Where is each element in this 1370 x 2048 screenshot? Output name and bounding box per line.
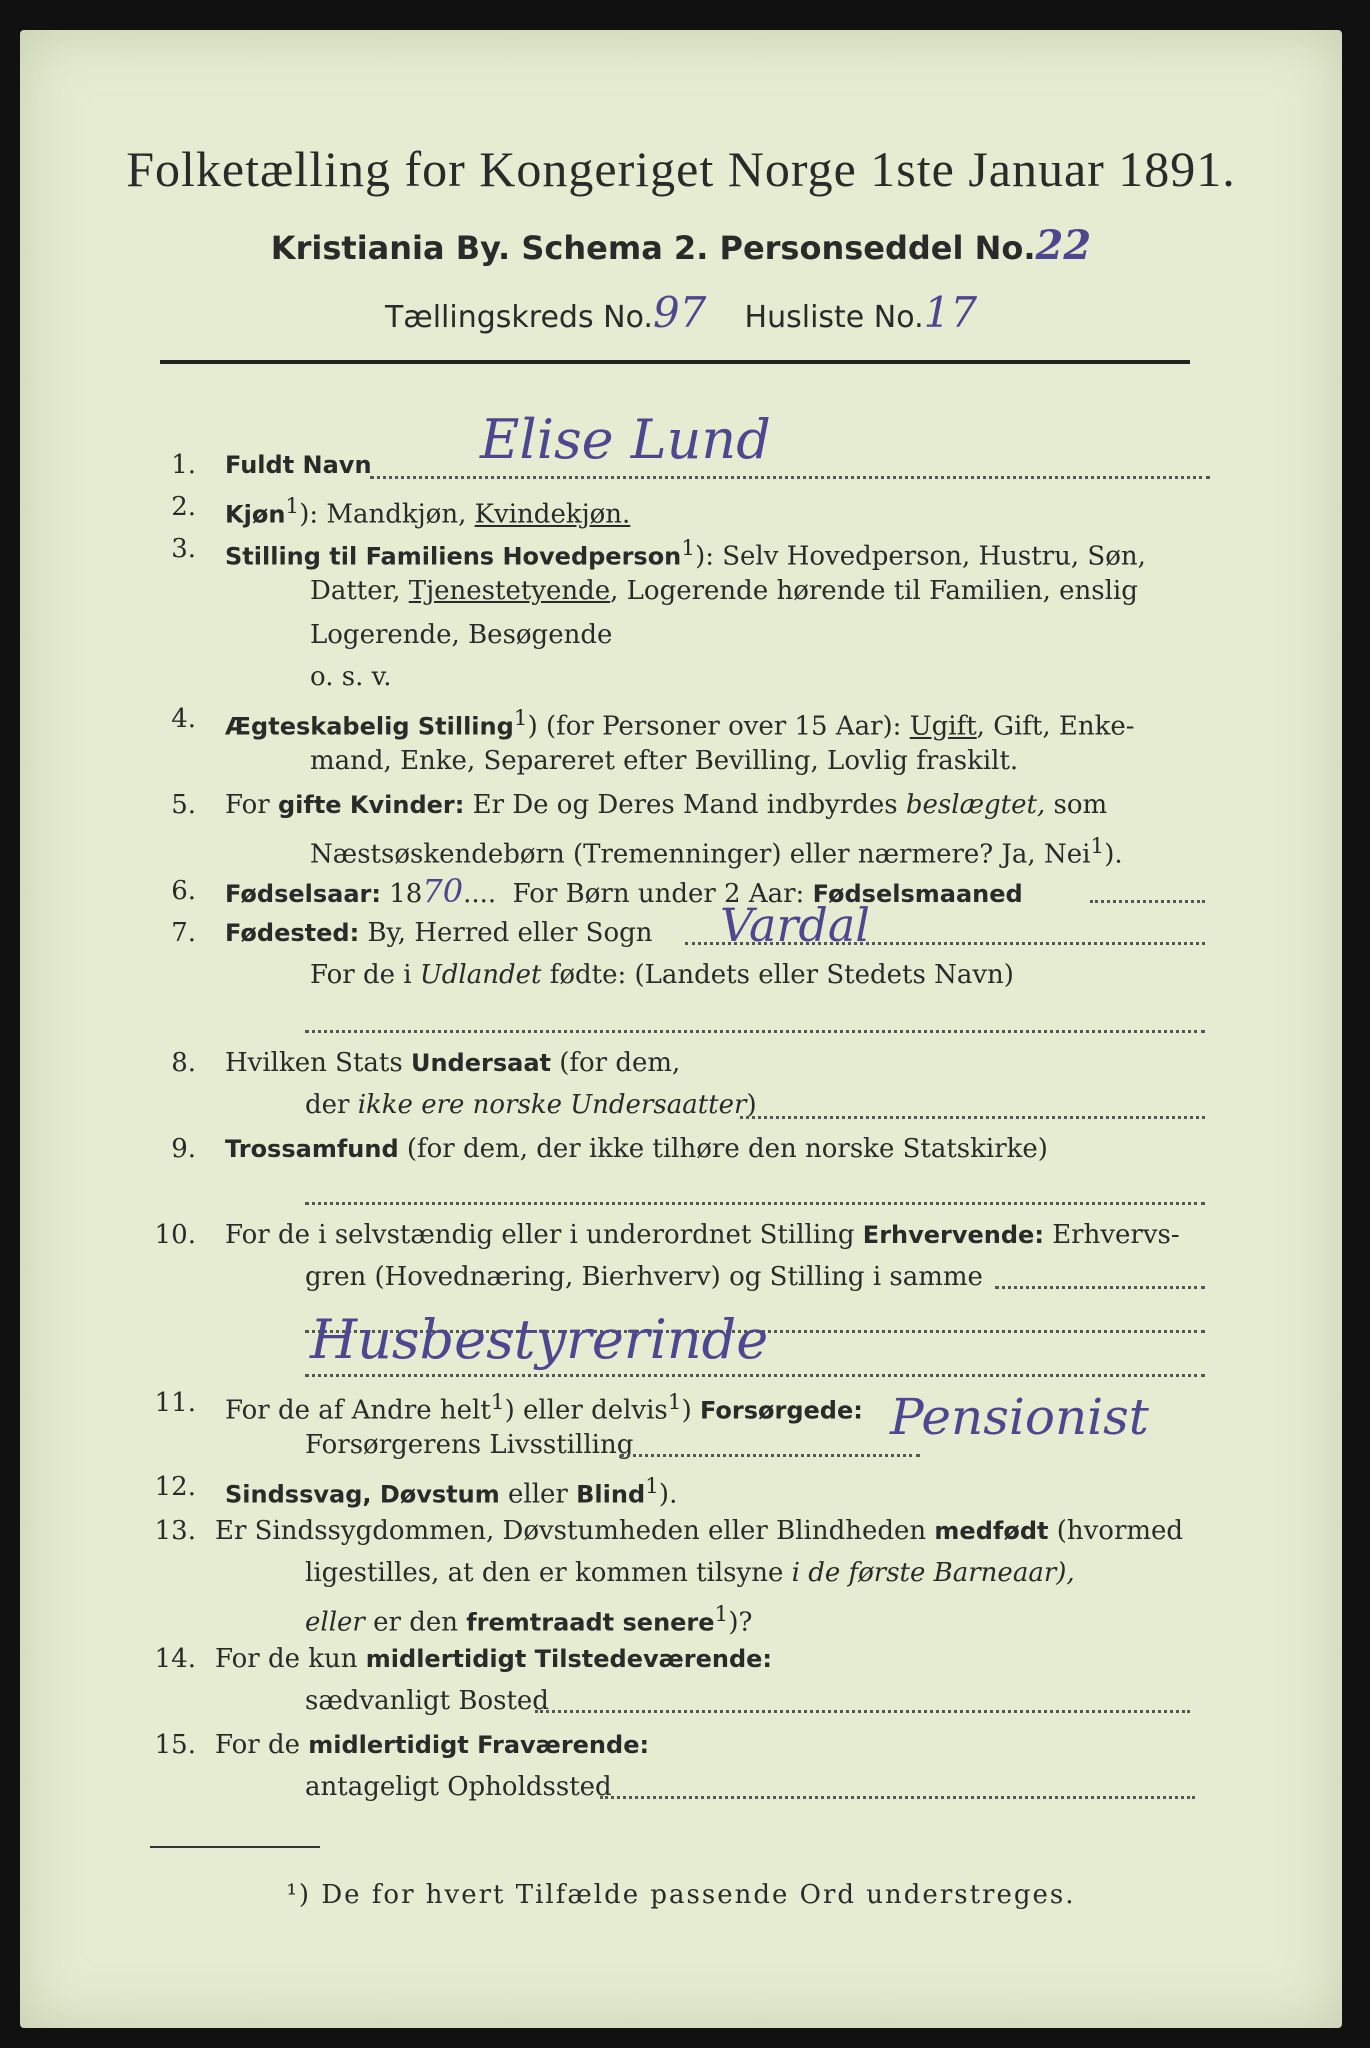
q10-number: 10. [154,1220,196,1250]
q4-number: 4. [171,704,196,734]
q1-answer-name: Elise Lund [480,408,771,471]
q6-answer-year: 70 [422,872,464,910]
q10-dotted-line [995,1286,1205,1289]
q11-dotted-line [620,1454,920,1457]
q3-selected-tjenestetyende: Tjenestetyende [408,576,611,606]
q3-line-3: Logerende, Besøgende [310,620,613,650]
q15-line-1: For de midlertidigt Fraværende: [215,1730,650,1760]
q8-dotted-line [740,1116,1205,1119]
q5-number: 5. [171,790,196,820]
q4-line-2: mand, Enke, Separeret efter Bevilling, Lovlig fraskilt. [310,746,1019,776]
q8-line-1: Hvilken Stats Undersaat (for dem, [225,1048,681,1078]
q3-number: 3. [171,534,196,564]
taellingskreds-no: 97 [652,288,707,337]
q15-dotted-line [600,1796,1195,1799]
q13-line-3: eller er den fremtraadt senere$^1$)? [305,1602,753,1638]
q10-line-1: For de i selvstændig eller i underordnet Stilling Erhvervende: Erhvervs- [225,1220,1180,1250]
q5-line-2: Næstsøskendebørn (Tremenninger) eller nærmere? Ja, Nei$^1$). [310,834,1123,870]
q13-line-1: Er Sindssygdommen, Døvstumheden eller Blindheden medfødt (hvormed [215,1516,1184,1546]
q2-selected-kvindekjon: Kvindekjøn. [474,499,631,530]
q3-line-1: Stilling til Familiens Hovedperson$^1$): Selv Hovedperson, Hustru, Søn, [225,536,1146,572]
q10-line-2: gren (Hovednæring, Bierhverv) og Stilling i samme [305,1262,983,1292]
q7-number: 7. [171,918,196,948]
q15-line-2: antageligt Opholdssted [305,1772,612,1802]
q7-line-1: Fødested: By, Herred eller Sogn [225,918,653,948]
q9-line: Trossamfund (for dem, der ikke tilhøre den norske Statskirke) [225,1134,1048,1164]
q9-dotted-line [305,1202,1205,1205]
q4-line-1: Ægteskabelig Stilling$^1$) (for Personer over 15 Aar): Ugift, Gift, Enke- [225,706,1135,742]
personseddel-no: 22 [1035,222,1092,269]
q1-dotted-line [370,476,1210,479]
q11-line-1: For de af Andre helt$^1$) eller delvis$^1$) Forsørgede: [225,1390,863,1426]
q11-number: 11. [154,1388,196,1418]
q11-line-2: Forsørgerens Livsstilling [305,1430,634,1460]
q7-line-2: For de i Udlandet fødte: (Landets eller Stedets Navn) [310,960,1014,990]
q15-number: 15. [154,1730,196,1760]
footnote: ¹) De for hvert Tilfælde passende Ord understreges. [286,1880,1076,1910]
footnote-rule [150,1846,320,1848]
q6-line: Fødselsaar: 1870.... For Børn under 2 Aar: Fødselsmaaned [225,872,1023,910]
q10-dotted-line-3 [305,1374,1205,1377]
q6-dotted-line [1090,900,1205,903]
q7-dotted-line-2 [305,1030,1205,1033]
q3-line-2: Datter, Tjenestetyende, Logerende hørende til Familien, enslig [310,576,1138,606]
q2-line: Kjøn$^1$): Mandkjøn, Kvindekjøn. [225,494,631,530]
husliste-no: 17 [923,288,978,337]
q2-number: 2. [171,492,196,522]
census-form [20,30,1342,2028]
q12-number: 12. [154,1472,196,1502]
q10-answer-occupation: Husbestyrerinde [310,1308,769,1371]
q13-number: 13. [154,1516,196,1546]
q14-dotted-line [535,1710,1190,1713]
q13-line-2: ligestilles, at den er kommen tilsyne i de første Barneaar), [305,1558,1075,1588]
q7-answer-place: Vardal [720,898,870,952]
q8-number: 8. [171,1048,196,1078]
q14-line-1: For de kun midlertidigt Tilstedeværende: [215,1644,773,1674]
q14-line-2: sædvanligt Bosted [305,1686,549,1716]
q9-number: 9. [171,1134,196,1164]
form-title: Folketælling for Kongeriget Norge 1ste Januar 1891. [126,141,1236,197]
header-rule [160,360,1190,364]
q6-number: 6. [171,876,196,906]
q5-line-1: For gifte Kvinder: Er De og Deres Mand indbyrdes beslægtet, som [225,790,1108,820]
q3-line-4: o. s. v. [310,662,392,692]
form-subtitle: Kristiania By. Schema 2. Personseddel No.22 [270,222,1092,269]
q1-label: Fuldt Navn [225,451,372,479]
q4-selected-ugift: Ugift [909,711,977,742]
q14-number: 14. [154,1644,196,1674]
q8-line-2: der ikke ere norske Undersaatter) [305,1090,757,1120]
q11-answer-provider: Pensionist [890,1388,1149,1446]
q12-line: Sindssvag, Døvstum eller Blind$^1$). [225,1474,678,1510]
form-subtitle-2: Tællingskreds No.97 Husliste No.17 [384,288,978,337]
q1-number: 1. [171,450,196,480]
